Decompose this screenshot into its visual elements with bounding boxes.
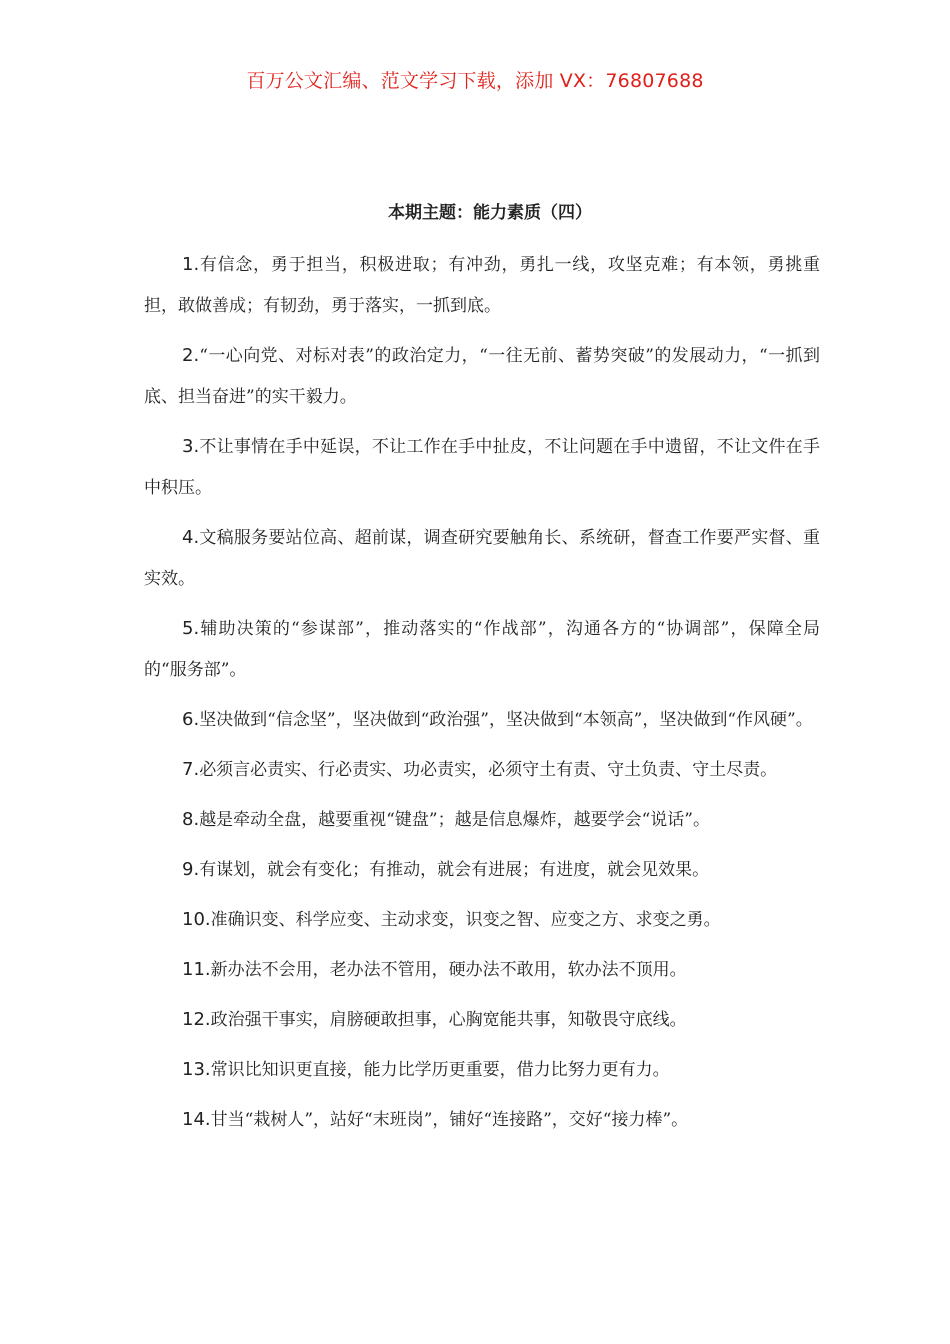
item-number: 8.: [182, 809, 200, 830]
item-number: 1.: [182, 254, 200, 275]
list-item: [144, 699, 820, 741]
item-text: 辅助决策的“参谋部”，推动落实的“作战部”，沟通各方的“协调部”，保障全局的“服务部”。: [144, 619, 820, 680]
list-item: [144, 335, 820, 418]
item-text: 文稿服务要站位高、超前谋，调查研究要触角长、系统研，督查工作要严实督、重实效。: [144, 528, 820, 589]
item-text: 政治强干事实，肩膀硬敢担事，心胸宽能共事，知敬畏守底线。: [210, 1010, 687, 1030]
document-title: 本期主题：能力素质（四）: [388, 203, 592, 223]
item-number: 9.: [182, 859, 200, 880]
item-number: 12.: [182, 1009, 211, 1030]
list-item: [144, 749, 820, 791]
item-text: 有谋划，就会有变化；有推动，就会有进展；有进度，就会见效果。: [199, 860, 710, 880]
item-number: 7.: [182, 759, 200, 780]
list-item: [144, 1099, 820, 1141]
item-text: 越是牵动全盘，越要重视“键盘”；越是信息爆炸，越要学会“说话”。: [199, 810, 710, 830]
item-text: 有信念，勇于担当，积极进取；有冲劲，勇扎一线，攻坚克难；有本领，勇挑重担，敢做善成；有韧劲，勇于落实，一抓到底。: [144, 255, 820, 316]
item-number: 13.: [182, 1059, 211, 1080]
item-text: 甘当“栽树人”，站好“末班岗”，铺好“连接路”，交好“接力棒”。: [210, 1110, 689, 1130]
item-number: 3.: [182, 436, 200, 457]
list-item: [144, 1049, 820, 1091]
item-text: 不让事情在手中延误，不让工作在手中扯皮，不让问题在手中遗留，不让文件在手中积压。: [144, 437, 820, 498]
item-number: 11.: [182, 959, 211, 980]
item-number: 4.: [182, 527, 200, 548]
list-item: [144, 244, 820, 327]
item-text: 常识比知识更直接，能力比学历更重要，借力比努力更有力。: [210, 1060, 670, 1080]
list-item: [144, 949, 820, 991]
list-item: [144, 799, 820, 841]
item-number: 6.: [182, 709, 200, 730]
item-text: 准确识变、科学应变、主动求变，识变之智、应变之方、求变之勇。: [210, 910, 721, 930]
item-text: 必须言必责实、行必责实、功必责实，必须守土有责、守土负责、守土尽责。: [199, 760, 778, 780]
item-number: 10.: [182, 909, 211, 930]
list-item: [144, 426, 820, 509]
item-text: 坚决做到“信念坚”，坚决做到“政治强”，坚决做到“本领高”，坚决做到“作风硬”。: [199, 710, 813, 730]
list-item: [144, 999, 820, 1041]
item-list: [144, 244, 820, 1149]
header-banner: 百万公文汇编、范文学习下载，添加 VX：76807688: [246, 70, 704, 92]
list-item: [144, 849, 820, 891]
item-number: 5.: [182, 618, 200, 639]
item-number: 2.: [182, 345, 200, 366]
list-item: [144, 899, 820, 941]
item-number: 14.: [182, 1109, 211, 1130]
list-item: [144, 608, 820, 691]
item-text: “一心向党、对标对表”的政治定力，“一往无前、蓄势突破”的发展动力，“一抓到底、担当奋进”的实干毅力。: [144, 346, 820, 407]
list-item: [144, 517, 820, 600]
item-text: 新办法不会用，老办法不管用，硬办法不敢用，软办法不顶用。: [210, 960, 687, 980]
